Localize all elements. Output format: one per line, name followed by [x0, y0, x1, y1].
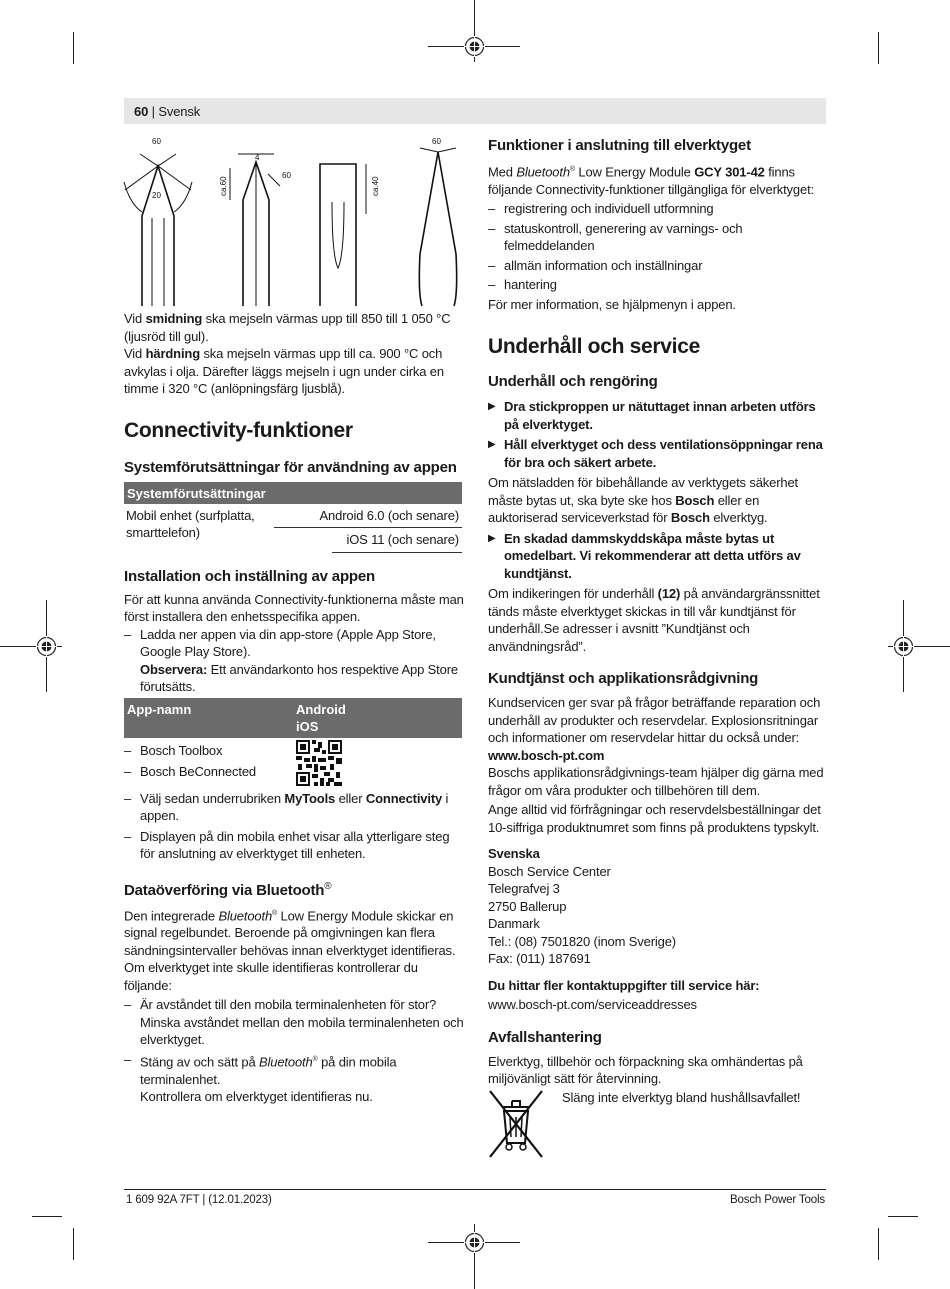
customer-service-title: Kundtjänst och applikationsrådgivning	[488, 670, 759, 688]
footer-rule	[124, 1189, 826, 1190]
chisel-pointed	[124, 154, 192, 306]
length-label: ca.60	[219, 176, 228, 196]
footer-doc-id: 1 609 92A 7FT | (12.01.2023)	[126, 1194, 272, 1206]
sysreq-table	[124, 482, 462, 553]
install-title: Installation och inställning av appen	[124, 567, 375, 585]
warning-item: ▶ Dra stickproppen ur nätuttaget innan arbeten utförs på elverktyget.	[488, 398, 828, 433]
more-contacts: Du hittar fler kontaktuppgifter till service här:	[488, 977, 760, 993]
service-addresses-url[interactable]: www.bosch-pt.com/serviceaddresses	[488, 997, 697, 1013]
functions-more: För mer information, se hjälpmenyn i appen.	[488, 296, 736, 312]
angle-label: 60	[432, 137, 441, 146]
chisel-flat	[230, 154, 280, 306]
registration-mark-icon	[36, 636, 57, 657]
table-row	[124, 738, 462, 786]
maintenance-title: Underhåll och rengöring	[488, 373, 658, 391]
sysreq-table-header: Systemförutsättningar	[124, 482, 462, 504]
disposal-title: Avfallshantering	[488, 1028, 602, 1046]
disposal-paragraph: Elverktyg, tillbehör och förpackning ska omhändertas på miljövänligt sätt för återvinning.	[488, 1053, 803, 1087]
customer-service-paragraph: Kundservicen ger svar på frågor beträffande reparation och underhåll av produkter och reservdelar. Explosionsritningar och informationer om reservdelar hittar du också under:	[488, 695, 821, 746]
chisel-long-point	[419, 148, 456, 306]
service-title: Underhåll och service	[488, 335, 700, 359]
registration-mark-icon	[464, 36, 485, 57]
left-column	[124, 310, 464, 1106]
connectivity-title: Connectivity-funktioner	[124, 418, 353, 442]
device-cell: Mobil enhet (surfplatta, smarttelefon)	[126, 507, 255, 540]
indicator-paragraph: Om indikeringen för underhåll (12) på användargränssnittet tänds måste elverktyget skickas in till vår kundtjänst för underhåll.Se adresser i avsnitt ”Kundtjänst och användningsråd”.	[488, 586, 820, 654]
app-name: – Bosch Toolbox	[124, 742, 293, 760]
address-line: Bosch Service Center	[488, 863, 611, 879]
address-phone: Tel.: (08) 7501820 (inom Sverige)	[488, 933, 676, 949]
address-line: 2750 Ballerup	[488, 898, 567, 914]
function-item: – hantering	[488, 276, 828, 294]
table-row	[124, 504, 462, 553]
install-step-1: – Ladda ner appen via din app-store (Apple App Store, Google Play Store). Observera: Ett användarkonto hos respektive App Store förutsätts.	[124, 626, 464, 696]
page-number: 60	[134, 104, 149, 119]
qr-code-icon[interactable]	[296, 740, 342, 786]
bluetooth-check-2: – Stäng av och sätt på Bluetooth® på din mobila terminalenhet. Kontrollera om elverktyget identifieras nu.	[124, 1051, 464, 1106]
application-team-paragraph: Boschs applikationsrådgivnings-team hjälper dig gärna med frågor om våra produkter och tillbehören till dem.	[488, 765, 824, 798]
functions-intro: Med Bluetooth® Low Energy Module GCY 301-42 finns följande Connectivity-funktioner tillgängliga för elverktyget:	[488, 164, 814, 197]
cable-paragraph: Om nätsladden för bibehållande av verktygets säkerhet måste bytas ut, ska byte ske hos Bosch eller en auktoriserad serviceverkstad för Bosch elverktyg.	[488, 475, 799, 526]
crossed-bin-icon	[488, 1089, 544, 1159]
chisel-spade	[320, 164, 366, 306]
functions-title: Funktioner i anslutning till elverktyget	[488, 137, 751, 154]
install-intro: För att kunna använda Connectivity-funktionerna måste man först installera den enhetsspecifika appen.	[124, 591, 464, 624]
header-separator: |	[151, 104, 155, 119]
angle-label: 20	[152, 191, 161, 200]
warning-item: ▶ En skadad dammskyddskåpa måste bytas ut omedelbart. Vi rekommenderar att detta utförs av kundtjänst.	[488, 530, 828, 583]
function-item: – statuskontroll, generering av varnings- och felmeddelanden	[488, 220, 828, 255]
install-step-2: – Välj sedan underrubriken MyTools eller Connectivity i appen.	[124, 790, 464, 825]
warning-item: ▶ Håll elverktyget och dess ventilationsöppningar rena för bra och säkert arbete.	[488, 436, 828, 471]
function-item: – allmän information och inställningar	[488, 257, 828, 275]
right-column	[488, 136, 828, 1159]
install-step-3: – Displayen på din mobila enhet visar alla ytterligare steg för anslutning av elverktyget till enheten.	[124, 828, 464, 863]
function-item: – registrering och individuell utformning	[488, 200, 828, 218]
app-name: – Bosch BeConnected	[124, 763, 293, 781]
page-header	[124, 98, 826, 124]
sysreq-title: Systemförutsättningar för användning av appen	[124, 458, 457, 476]
hardening-paragraph: Vid härdning ska mejseln värmas upp till ca. 900 °C och avkylas i olja. Därefter läggs mejseln i ugn under cirka en timme i 320 °C (anlöpningsfärg ljusblå).	[124, 346, 444, 396]
app-table	[124, 698, 462, 786]
app-table-col-name: App-namn	[127, 701, 192, 717]
ios-cell: iOS 11 (och senare)	[332, 528, 462, 553]
angle-label: 60	[152, 137, 161, 146]
footer-brand: Bosch Power Tools	[729, 1194, 825, 1206]
android-cell: Android 6.0 (och senare)	[274, 504, 462, 529]
address-line: Danmark	[488, 916, 540, 932]
address-line: Telegrafvej 3	[488, 881, 560, 897]
bosch-url[interactable]: www.bosch-pt.com	[488, 747, 605, 763]
address-fax: Fax: (011) 187691	[488, 951, 591, 967]
disposal-warning: Släng inte elverktyg bland hushållsavfallet!	[562, 1089, 801, 1105]
header-language: Svensk	[158, 104, 201, 119]
registration-mark-icon	[464, 1232, 485, 1253]
address-country: Svenska	[488, 846, 540, 862]
registration-mark-icon	[893, 636, 914, 657]
width-label: 4	[255, 153, 260, 162]
page-header-text	[134, 103, 200, 121]
bluetooth-check-1: – Är avståndet till den mobila terminalenheten för stor? Minska avståndet mellan den mobila terminalenheten och elverktyget.	[124, 996, 464, 1049]
length-label: ca.40	[371, 176, 380, 196]
angle-label: 60	[282, 171, 291, 180]
bluetooth-title: Dataöverföring via Bluetooth®	[124, 880, 332, 899]
product-number-paragraph: Ange alltid vid förfrågningar och reservdelsbeställningar det 10-siffriga produktnumret som finns på produktens typskylt.	[488, 802, 821, 835]
chisel-figure	[120, 134, 465, 306]
smithing-paragraph: Vid smidning ska mejseln värmas upp till 850 till 1 050 °C (ljusröd till gul).	[124, 311, 451, 344]
app-table-col-platform: Android iOS	[296, 701, 346, 734]
bluetooth-paragraph: Den integrerade Bluetooth® Low Energy Module skickar en signal regelbundet. Beroende på omgivningen kan flera sändningsintervaller behövas innan elverktyget identifieras. Om elverktyget inte skulle identifieras kontrollerar du följande:	[124, 907, 456, 993]
